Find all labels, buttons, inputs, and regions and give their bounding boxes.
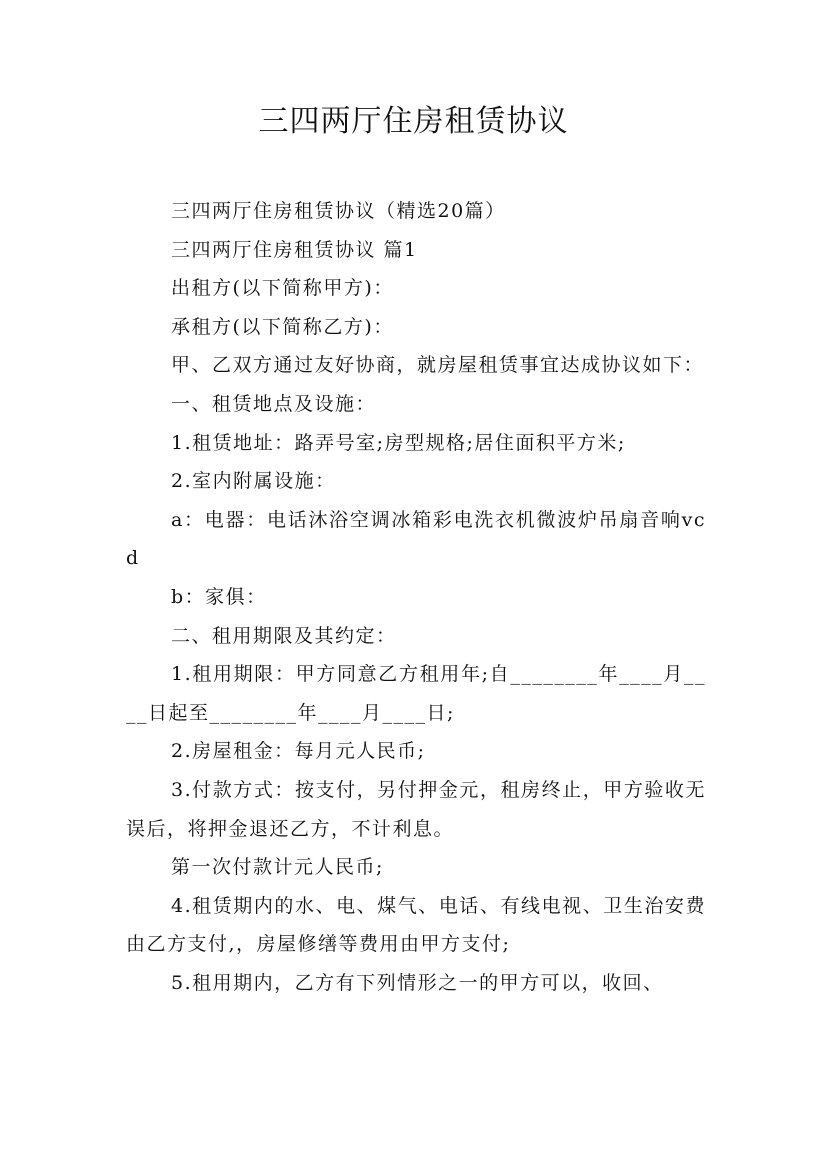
paragraph-lessor: 出租方(以下简称甲方)：	[171, 277, 394, 300]
paragraph-clause-item: 2.房屋租金：每月元人民币;	[171, 740, 426, 763]
paragraph-clause-item: 4.租赁期内的水、电、煤气、电话、有线电视、卫生治安费由乙方支付,，房屋修缮等费用由甲方支付;	[126, 894, 706, 956]
paragraph-clause-item: 3.付款方式：按支付，另付押金元，租房终止，甲方验收无误后，将押金退还乙方，不计利息。	[126, 778, 706, 840]
paragraph-clause-heading: 一、租赁地点及设施：	[171, 392, 377, 415]
paragraph-lessee: 承租方(以下简称乙方)：	[171, 315, 394, 338]
paragraph-section-heading: 三四两厅住房租赁协议 篇1	[171, 238, 418, 261]
paragraph-clause-item: 5.租用期内，乙方有下列情形之一的甲方可以，收回、	[171, 971, 664, 994]
paragraph-clause-item: a：电器：电话沐浴空调冰箱彩电洗衣机微波炉吊扇音响vcd	[126, 508, 706, 570]
paragraph-clause-item: 1.租赁地址：路弄号室;房型规格;居住面积平方米;	[171, 431, 626, 454]
paragraph-subtitle: 三四两厅住房租赁协议（精选20篇）	[171, 200, 506, 222]
document-title: 三四两厅住房租赁协议	[258, 104, 569, 139]
document-body	[126, 192, 706, 1002]
paragraph-clause-item: 1.租用期限：甲方同意乙方租用年;自________年____月____日起至________年____月____日;	[126, 663, 706, 724]
paragraph-clause-item: b：家俱：	[171, 585, 267, 608]
paragraph-clause-item: 第一次付款计元人民币;	[171, 856, 384, 879]
paragraph-clause-item: 2.室内附属设施：	[171, 470, 336, 493]
paragraph-clause-heading: 二、租用期限及其约定：	[171, 624, 397, 647]
paragraph-agreement-intro: 甲、乙双方通过友好协商，就房屋租赁事宜达成协议如下：	[171, 354, 705, 377]
